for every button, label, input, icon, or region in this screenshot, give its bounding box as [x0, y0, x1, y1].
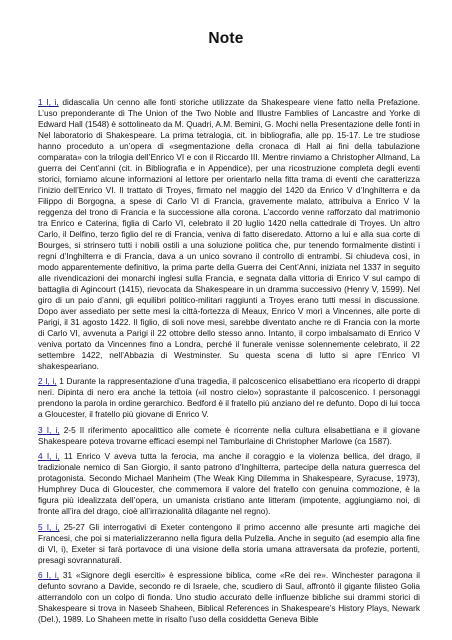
note-ref-link[interactable] — [38, 570, 59, 580]
note-text — [38, 425, 420, 447]
note-number[interactable]: 5 — [38, 521, 43, 532]
note-number[interactable]: 1 — [38, 97, 43, 107]
note-number[interactable]: 4 — [38, 451, 43, 462]
note-ref-label[interactable]: I, i, — [45, 376, 57, 387]
note-body: 2-5 Il riferimento apocalittico alle comete è ricorrente nella cultura elisabettiana e il giovane Shakespeare poteva trovarne efficaci esempi nel Tamburlaine di Christopher Marlowe (ca 1587). — [38, 424, 420, 446]
notes-list — [38, 97, 420, 629]
note-ref-label[interactable]: I, i, — [46, 569, 60, 580]
note-item — [38, 570, 420, 625]
note-ref-link[interactable] — [38, 522, 60, 532]
note-body: didascalia Un cenno alle fonti storiche utilizzate da Shakespeare viene fatto nella Prefazione. L’uso preponderante di The Union of the Two Noble and Illustre Famblies of Lancastre and Yorke di Edward Hall (1548) è sottolineato da M. Quadri, A.M. Bemini, G. Mochi nella Presentazione delle fonti in Nel laboratorio di Shakespeare. La prima tetralogia, cit. in bibliografia, alle pp. 15-17. Le tre studiose hanno proceduto a un’opera di «segmentazione della cronaca di Hall ai fini della tabulazione comparata» con la trilogia dell’Enrico VI e con il Riccardo III. Mentre rinviamo a Christopher Allmand, La guerra dei Cent’anni (cit. in Bibliografia e in Appendice), per una ricostruzione completa degli eventi storici, forniamo alcune informazioni al lettore per orientarlo nella fitta trama di eventi che caratterizza l’inizio dell’Enrico VI. Il trattato di Troyes, firmato nel maggio del 1420 da Enrico V d’Inghilterra e da Filippo di Borgogna, a spese di Carlo VI di Francia, gravemente malato, attribuiva a Enrico V la reggenza del trono di Francia e la successione alla corona. L’accordo venne rafforzato dal matrimonio tra Enrico e Caterina, figlia di Carlo VI, celebrato il 20 luglio 1420 nella cattedrale di Troyes. Un altro Carlo, il Delfino, terzo figlio del re di Francia, veniva di fatto diseredato. Attorno a lui e alla sua corte di Bourges, si strinsero tutti i nobili ostili a una soluzione politica che, pur tenendo formalmente distinti i regni d’Inghilterra e di Francia, dava a un unico sovrano il controllo di entrambi. Si chiudeva così, in modo apparentemente definitivo, la prima parte della Guerra dei Cent’Anni, iniziata nel 1337 in seguito alle rivendicazioni dei monarchi inglesi sulla Francia, e segnata dalla vittoria di Enrico V sul campo di battaglia di Agincourt (1415), rievocata da Shakespeare in un dramma successivo (Henry V, 1599). Nel giro di un paio d’anni, gli equilibri politico-militari raggiunti a Troyes erano tutti messi in discussione. Dopo aver assediato per sette mesi la città-fortezza di Meaux, Enrico V morì a Vincennes, alle porte di Parigi, il 31 agosto 1422. Il figlio, di soli nove mesi, sarebbe diventato anche re di Francia con la morte di Carlo VI, avvenuta a Parigi il 22 ottobre dello stesso anno. Intanto, il corpo imbalsamato di Enrico V veniva portato da Vincennes fino a Londra, perché il funerale venisse solennemente celebrato, il 22 settembre 1422, nell’Abbazia di Westminster. Su questa scena di lutto si apre l’Enrico VI shakespeariano. — [38, 97, 421, 371]
note-ref-label[interactable]: I, i, — [46, 424, 60, 435]
note-ref-label[interactable]: I, i, — [46, 451, 60, 462]
note-number[interactable]: 2 — [38, 376, 43, 387]
note-ref-link[interactable] — [38, 425, 60, 435]
note-ref-label[interactable]: I, i, — [46, 521, 60, 532]
note-ref-label[interactable]: I, i, — [46, 97, 59, 107]
note-text — [38, 522, 420, 566]
note-body: 11 Enrico V aveva tutta la ferocia, ma anche il coraggio e la violenza bellica, del drago, il tradizionale nemico di San Giorgio, il santo patrono d’Inghilterra, partecipe della natura guerresca del protagonista. Secondo Michael Manheim (The Weak King Dilemma in Shakespeare, Syracuse, 1973), Humphrey Duca di Gloucester, che commemora il valore del fratello con genuina commozione, è la figura più idealizzata dell’opera, un umanista cristiano ante litteram (impotente, aggiungiamo noi, di fronte all’ira del drago, cioè all’irrazionalità dilagante nel regno). — [38, 451, 420, 517]
note-text — [38, 376, 420, 420]
note-number[interactable]: 6 — [38, 569, 43, 580]
note-text — [38, 451, 420, 517]
note-ref-link[interactable] — [38, 376, 57, 386]
note-item — [38, 376, 420, 420]
note-body: 1 Durante la rappresentazione d’una tragedia, il palcoscenico elisabettiano era ricoperto di drappi neri. Dipinta di nero era anche la tettoia («il nostro cielo») soprastante il palcoscenico. I personaggi prendono la parola in ordine gerarchico. Bedford è il fratello più anziano del re defunto. Dopo di lui tocca a Gloucester, il fratello più giovane di Enrico V. — [38, 376, 420, 420]
note-text — [38, 97, 420, 372]
note-body: 25-27 Gli interrogativi di Exeter contengono il primo accenno alle presunte arti magiche dei Francesi, che poi si materializzeranno nella figura della Pulzella. Anche in seguito (ad esempio alla fine di VI, i), Exeter si farà portavoce di una visione della storia umana attraversata da profezie, portenti, presagi sovrannaturali. — [38, 521, 420, 565]
note-ref-link[interactable] — [38, 451, 60, 461]
note-item — [38, 451, 420, 517]
note-number[interactable]: 3 — [38, 424, 43, 435]
note-ref-link[interactable] — [38, 97, 59, 107]
note-item — [38, 522, 420, 566]
note-item — [38, 97, 420, 372]
note-text — [38, 570, 420, 625]
note-body: 31 «Signore degli eserciti» è espressione biblica, come «Re dei re». Winchester paragona il defunto sovrano a Davide, secondo re di Israele, che, scudiero di Saul, affrontò il gigante filisteo Golia atterrandolo con un colpo di fionda. Uno studio accurato delle influenze bibliche sui drammi storici di Shakespeare si trova in Naseeb Shaheen, Biblical References in Shakespeare’s History Plays, Newark (Del.), 1989. Lo Shaheen mette in risalto l’uso della cosiddetta Geneva Bible — [38, 569, 420, 624]
note-item — [38, 425, 420, 447]
page-title: Note — [208, 30, 244, 47]
